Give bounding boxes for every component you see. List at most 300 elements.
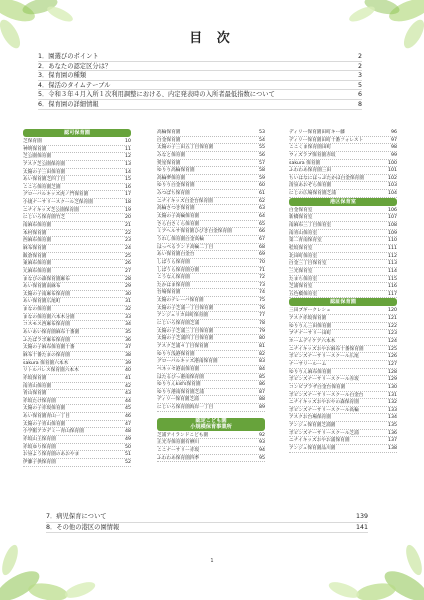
facility-entry[interactable] <box>23 237 131 245</box>
facility-entry[interactable] <box>289 283 397 291</box>
toc-entry-label: 5．令和３年４月入所１次利用調整における、内定発表時の入所者最低指数について <box>38 91 275 99</box>
facility-entry[interactable] <box>289 276 397 284</box>
facility-page: 50 <box>125 444 131 450</box>
toc-entry-label: 2．あなたの認定区分は？ <box>38 62 112 70</box>
facility-name: 赤坂山王保育園 <box>23 436 56 442</box>
facility-entry[interactable] <box>23 176 131 184</box>
facility-name: 小規ナーサリースクール芝保育園 <box>23 200 93 206</box>
facility-entry[interactable] <box>23 360 131 368</box>
facility-entry[interactable] <box>157 198 265 206</box>
toc-entry[interactable] <box>38 81 362 91</box>
facility-entry[interactable] <box>23 276 131 284</box>
facility-entry[interactable] <box>23 184 131 192</box>
toc-entry-page: 8 <box>357 100 362 108</box>
facility-name: たかはま保育園 <box>157 282 190 288</box>
facility-name: 太陽の子芝浦一丁目保育園 <box>157 305 214 311</box>
facility-name: にじいろ保育園竹芝 <box>23 215 66 221</box>
toc-entry[interactable] <box>46 512 368 523</box>
toc-top <box>38 52 362 110</box>
facility-entry[interactable] <box>157 439 265 447</box>
facility-entry[interactable] <box>157 432 265 440</box>
facility-name: 太陽の子芝浦四丁目保育園 <box>157 336 214 342</box>
facility-page: 39 <box>125 360 131 366</box>
facility-name: コンビプラザ白金台保育園 <box>289 384 346 390</box>
facility-page: 89 <box>259 405 265 411</box>
facility-entry[interactable] <box>23 260 131 268</box>
facility-entry[interactable] <box>23 321 131 329</box>
facility-entry[interactable] <box>23 169 131 177</box>
facility-entry[interactable] <box>23 298 131 306</box>
facility-entry[interactable] <box>289 369 397 377</box>
facility-entry[interactable] <box>289 315 397 323</box>
facility-entry[interactable] <box>23 291 131 299</box>
facility-entry[interactable] <box>157 274 265 282</box>
facility-entry[interactable] <box>289 422 397 430</box>
facility-name: ニチイキッズおやお浦保育園 <box>289 438 350 444</box>
facility-name: ウィズラブ保育園赤坂 <box>289 152 336 158</box>
facility-name: リトルパレス保育園六本木 <box>23 368 79 374</box>
facility-page: 138 <box>388 445 397 451</box>
facility-entry[interactable] <box>157 129 265 137</box>
facility-entry[interactable] <box>23 207 131 215</box>
facility-page: 64 <box>259 214 265 220</box>
facility-entry[interactable] <box>289 330 397 338</box>
facility-name: 白金保育園 <box>157 137 181 143</box>
facility-name: ふたばラボ麻布保育園 <box>23 337 70 343</box>
facility-page: 15 <box>125 177 131 183</box>
column-2 <box>157 129 265 462</box>
facility-entry[interactable] <box>289 307 397 315</box>
facility-name: 南青山保育園 <box>23 383 52 389</box>
toc-entry-page: 2 <box>357 53 362 60</box>
facility-entry[interactable] <box>23 375 131 383</box>
facility-page: 56 <box>259 152 265 158</box>
facility-entry[interactable] <box>23 367 131 375</box>
facility-entry[interactable] <box>23 428 131 436</box>
facility-entry[interactable] <box>289 190 397 198</box>
facility-entry[interactable] <box>157 455 265 463</box>
facility-name: アスク赤坂保育園 <box>289 316 327 322</box>
facility-entry[interactable] <box>23 398 131 406</box>
facility-page: 101 <box>388 168 397 174</box>
facility-entry[interactable] <box>23 413 131 421</box>
facility-name: みつばち保育園 <box>157 191 190 197</box>
facility-page: 35 <box>125 330 131 336</box>
facility-entry[interactable] <box>289 175 397 183</box>
facility-entry[interactable] <box>23 459 131 467</box>
facility-entry[interactable] <box>289 445 397 453</box>
facility-entry[interactable] <box>23 222 131 230</box>
facility-page: 30 <box>125 291 131 297</box>
facility-page: 130 <box>388 384 397 390</box>
facility-entry[interactable] <box>157 320 265 328</box>
facility-name: しばうら保育園分園 <box>157 267 200 273</box>
facility-page: 112 <box>388 253 397 259</box>
section-header-line-1: 認定こども園 <box>195 418 227 424</box>
facility-entry[interactable] <box>157 358 265 366</box>
facility-page: 85 <box>259 374 265 380</box>
facility-entry[interactable] <box>157 351 265 359</box>
facility-entry[interactable] <box>23 191 131 199</box>
facility-entry[interactable] <box>23 444 131 452</box>
facility-name: 元麻布保育園 <box>23 268 52 274</box>
facility-page: 31 <box>125 299 131 305</box>
facility-entry[interactable] <box>157 152 265 160</box>
toc-entry[interactable] <box>38 100 362 110</box>
facility-page: 43 <box>125 391 131 397</box>
facility-page: 24 <box>125 245 131 251</box>
facility-page: 110 <box>388 238 397 244</box>
facility-entry[interactable] <box>23 153 131 161</box>
facility-name: ゆりりん三田保育園 <box>289 323 332 329</box>
facility-name: しばうら保育園 <box>157 259 190 265</box>
toc-entry[interactable] <box>38 71 362 81</box>
facility-name: ゆりり浅港保育園 <box>157 351 195 357</box>
facility-name: 太陽の子三田保育園 <box>23 169 66 175</box>
facility-entry[interactable] <box>157 335 265 343</box>
facility-page: 41 <box>125 375 131 381</box>
facility-entry[interactable] <box>157 305 265 313</box>
facility-page: 22 <box>125 230 131 236</box>
facility-entry[interactable] <box>289 160 397 168</box>
facility-entry[interactable] <box>157 144 265 152</box>
facility-name: ゆりり白金保育園 <box>157 183 195 189</box>
facility-entry[interactable] <box>289 207 397 215</box>
facility-page: 134 <box>388 415 397 421</box>
facility-entry[interactable] <box>289 167 397 175</box>
facility-page: 97 <box>391 137 397 143</box>
facility-entry[interactable] <box>289 353 397 361</box>
facility-entry[interactable] <box>157 236 265 244</box>
facility-page: 78 <box>259 321 265 327</box>
facility-page: 28 <box>125 276 131 282</box>
facility-name: sakura 保育園六本木 <box>23 360 69 366</box>
facility-entry[interactable] <box>23 161 131 169</box>
facility-page: 42 <box>125 383 131 389</box>
facility-entry[interactable] <box>157 374 265 382</box>
facility-name: ちいはなにほっぷたかほ白金保育園 <box>289 175 365 181</box>
facility-name: 芝浦アイランドこども園 <box>157 432 209 438</box>
facility-entry[interactable] <box>23 214 131 222</box>
facility-name: ふわわあ保育園四季 <box>157 455 200 461</box>
facility-name: にじいろ保育園芝浦 <box>157 321 200 327</box>
facility-name: 桂坂保育室 <box>289 245 313 251</box>
facility-page: 57 <box>259 160 265 166</box>
facility-page: 76 <box>259 305 265 311</box>
facility-name: ニチイキッズおやお麻布十番保育園 <box>289 346 364 352</box>
facility-name: アスクお台場保育園 <box>289 415 332 421</box>
facility-page: 135 <box>388 423 397 429</box>
facility-page: 14 <box>125 169 131 175</box>
facility-entry[interactable] <box>289 182 397 190</box>
facility-name: 高輪さつき保育園 <box>157 206 195 212</box>
facility-page: 72 <box>259 275 265 281</box>
facility-name: ここくま保育園田町 <box>289 145 332 151</box>
facility-entry[interactable] <box>23 253 131 261</box>
facility-entry[interactable] <box>157 343 265 351</box>
facility-page: 102 <box>388 175 397 181</box>
facility-name: 麻布保育園 <box>23 245 47 251</box>
facility-page: 32 <box>125 307 131 313</box>
facility-entry[interactable] <box>23 314 131 322</box>
facility-entry[interactable] <box>289 407 397 415</box>
facility-page: 21 <box>125 223 131 229</box>
facility-entry[interactable] <box>289 237 397 245</box>
facility-page: 136 <box>388 430 397 436</box>
facility-entry[interactable] <box>157 396 265 404</box>
facility-page: 63 <box>259 206 265 212</box>
facility-name: ベネッセ港南保育園 <box>157 366 200 372</box>
facility-entry[interactable] <box>157 366 265 374</box>
facility-page: 126 <box>388 354 397 360</box>
facility-name: 太陽の子青山保育園 <box>23 421 66 427</box>
toc-entry-label: 7．病児保育について <box>46 513 107 520</box>
facility-name: 三光保育室 <box>289 268 313 274</box>
facility-page: 44 <box>125 398 131 404</box>
facility-page: 47 <box>125 421 131 427</box>
facility-entry[interactable] <box>157 244 265 252</box>
toc-entry[interactable] <box>38 52 362 62</box>
facility-name: ポピンズナーサリースクール白金台 <box>289 392 364 398</box>
toc-entry-page: 6 <box>357 91 362 99</box>
facility-entry[interactable] <box>23 405 131 413</box>
toc-entry[interactable] <box>38 90 362 100</box>
facility-entry[interactable] <box>289 392 397 400</box>
facility-entry[interactable] <box>157 175 265 183</box>
facility-entry[interactable] <box>289 144 397 152</box>
facility-name: ニチイキッズおやおやの森保育園 <box>289 400 359 406</box>
facility-entry[interactable] <box>289 399 397 407</box>
facility-entry[interactable] <box>157 228 265 236</box>
facility-entry[interactable] <box>157 137 265 145</box>
facility-entry[interactable] <box>289 430 397 438</box>
facility-name: 太陽の子高輪保育園 <box>157 214 200 220</box>
facility-entry[interactable] <box>289 214 397 222</box>
facility-entry[interactable] <box>157 259 265 267</box>
facility-name: アスク芝浦４丁目保育園 <box>157 343 209 349</box>
facility-entry[interactable] <box>289 268 397 276</box>
facility-entry[interactable] <box>157 190 265 198</box>
facility-entry[interactable] <box>157 251 265 259</box>
facility-entry[interactable] <box>157 447 265 455</box>
facility-page: 77 <box>259 313 265 319</box>
facility-name: ポピンズナーサリースクール赤坂 <box>289 377 359 383</box>
facility-name: ゆりりんkid's保育園 <box>157 382 201 388</box>
facility-entry[interactable] <box>23 337 131 345</box>
facility-name: ニチイキッズ芝公園保育園 <box>23 207 79 213</box>
facility-page: 108 <box>388 223 397 229</box>
facility-page: 68 <box>259 244 265 250</box>
facility-entry[interactable] <box>23 390 131 398</box>
facility-entry[interactable] <box>157 182 265 190</box>
section-header: 港区保育室 <box>289 198 397 206</box>
facility-entry[interactable] <box>23 352 131 360</box>
section-header: 認証保育園 <box>289 298 397 306</box>
facility-page: 10 <box>125 139 131 144</box>
facility-entry[interactable] <box>157 381 265 389</box>
facility-name: 神明保育園 <box>23 146 47 152</box>
facility-entry[interactable] <box>157 297 265 305</box>
facility-page: 23 <box>125 238 131 244</box>
facility-page: 98 <box>391 145 397 151</box>
facility-name: 赤坂ゆり保育園 <box>23 444 56 450</box>
facility-entry[interactable] <box>157 289 265 297</box>
facility-page: 104 <box>388 191 397 197</box>
facility-page: 131 <box>388 392 397 398</box>
facility-entry[interactable] <box>23 199 131 207</box>
facility-entry[interactable] <box>23 421 131 429</box>
facility-entry[interactable] <box>23 306 131 314</box>
facility-page: 67 <box>259 236 265 242</box>
toc-entry[interactable] <box>46 523 368 534</box>
facility-entry[interactable] <box>289 361 397 369</box>
facility-name: たまち保育室 <box>289 276 318 282</box>
facility-entry[interactable] <box>289 245 397 253</box>
facility-page: 61 <box>259 191 265 197</box>
facility-entry[interactable] <box>289 230 397 238</box>
facility-name: 清泉あおぞら保育園 <box>289 183 332 189</box>
facility-name: 五色橋保育室 <box>289 291 318 297</box>
facility-page: 53 <box>259 130 265 135</box>
toc-entry-label: 8．その他の港区の園情報 <box>46 523 120 531</box>
facility-entry[interactable] <box>157 213 265 221</box>
facility-name: あい保育園白金台 <box>157 252 195 258</box>
facility-name: あいあい保育園麻布十番園 <box>23 330 80 336</box>
facility-name: まなびの森保育園麻布 <box>23 276 70 282</box>
facility-name: ディリー保育園田町キー藤 <box>289 130 345 135</box>
facility-entry[interactable] <box>157 267 265 275</box>
facility-entry[interactable] <box>289 414 397 422</box>
facility-name: ミアヘルサ保育園ひびき白金保育園 <box>157 229 232 235</box>
facility-name: 赤坂たけ保育園 <box>23 398 56 404</box>
facility-entry[interactable] <box>157 221 265 229</box>
facility-name: アンジュ保育園品川園 <box>289 445 336 451</box>
facility-entry[interactable] <box>23 146 131 154</box>
facility-entry[interactable] <box>289 152 397 160</box>
facility-entry[interactable] <box>23 436 131 444</box>
facility-page: 38 <box>125 352 131 358</box>
facility-name: 南青山保育室 <box>289 230 318 236</box>
facility-page: 93 <box>259 440 265 446</box>
facility-page: 65 <box>259 221 265 227</box>
facility-page: 128 <box>388 369 397 375</box>
facility-entry[interactable] <box>289 346 397 354</box>
facility-entry[interactable] <box>289 291 397 299</box>
facility-entry[interactable] <box>289 384 397 392</box>
facility-name: にじいろ保育園海岸一丁目 <box>157 405 214 411</box>
facility-page: 127 <box>388 361 397 367</box>
facility-entry[interactable] <box>289 222 397 230</box>
facility-name: 麻布十番たまの保育園 <box>23 352 70 358</box>
facility-entry[interactable] <box>23 283 131 291</box>
facility-page: 103 <box>388 183 397 189</box>
facility-entry[interactable] <box>289 129 397 137</box>
toc-entry-page: 141 <box>355 523 368 531</box>
facility-page: 62 <box>259 198 265 204</box>
facility-entry[interactable] <box>289 376 397 384</box>
facility-page: 107 <box>388 215 397 221</box>
facility-page: 92 <box>259 432 265 438</box>
facility-page: 51 <box>125 452 131 458</box>
facility-entry[interactable] <box>23 245 131 253</box>
facility-name: あい保育園南麻布 <box>23 284 61 290</box>
facility-name: 芝保育園 <box>23 139 42 144</box>
facility-entry[interactable] <box>157 205 265 213</box>
facility-entry[interactable] <box>157 312 265 320</box>
facility-name: こうなん保育園 <box>157 275 190 281</box>
facility-entry[interactable] <box>157 328 265 336</box>
facility-entry[interactable] <box>23 268 131 276</box>
facility-name: 愛星保育園 <box>157 160 181 166</box>
facility-entry[interactable] <box>23 329 131 337</box>
facility-entry[interactable] <box>23 138 131 146</box>
facility-page: 122 <box>388 323 397 329</box>
facility-name: まなの保育園 <box>23 307 52 313</box>
facility-page: 36 <box>125 337 131 343</box>
facility-name: 小学館アカデミー青山保育園 <box>23 429 84 435</box>
facility-entry[interactable] <box>157 389 265 397</box>
facility-name: アンジュ保育園芝浦園 <box>289 423 336 429</box>
toc-entry-label: 4．保活のタイムテーブル <box>38 81 111 89</box>
facility-name: あい保育園青山一丁目 <box>23 414 70 420</box>
facility-entry[interactable] <box>23 451 131 459</box>
facility-name: みなと保育園 <box>157 152 186 158</box>
facility-name: ゆりり高輪保育園 <box>157 168 195 174</box>
facility-name: 高輪夢保育園 <box>157 175 186 181</box>
facility-entry[interactable] <box>23 230 131 238</box>
facility-entry[interactable] <box>289 437 397 445</box>
facility-entry[interactable] <box>23 344 131 352</box>
facility-entry[interactable] <box>289 338 397 346</box>
facility-name: ふわわあ保育園三田 <box>289 168 332 174</box>
facility-page: 133 <box>388 407 397 413</box>
toc-entry[interactable] <box>38 62 362 72</box>
facility-page: 60 <box>259 183 265 189</box>
facility-entry[interactable] <box>289 260 397 268</box>
facility-page: 12 <box>125 154 131 160</box>
facility-name: 三田ブギークレシュ <box>289 308 331 314</box>
page-title: 目 次 <box>189 31 235 46</box>
facility-entry[interactable] <box>157 404 265 412</box>
facility-name: 北田町保育室 <box>289 253 318 259</box>
facility-page: 100 <box>388 160 397 166</box>
facility-name: 南麻布三丁目保育室 <box>289 223 332 229</box>
toc-entry-page: 2 <box>357 62 362 70</box>
facility-page: 17 <box>125 192 131 198</box>
facility-name: まなの保育園六本木分園 <box>23 314 75 320</box>
facility-name: 太陽の子赤坂保育園 <box>23 406 66 412</box>
facility-page: 29 <box>125 284 131 290</box>
facility-name: 本村保育園 <box>23 230 47 236</box>
facility-entry[interactable] <box>289 253 397 261</box>
facility-page: 117 <box>388 291 397 297</box>
facility-name: ニチイキッズ白金台保育園 <box>157 198 213 204</box>
facility-entry[interactable] <box>157 167 265 175</box>
facility-name: 伊藤子供保育園 <box>23 459 56 465</box>
facility-page: 18 <box>125 200 131 206</box>
facility-name: 新橋保育室 <box>289 215 313 221</box>
facility-entry[interactable] <box>289 323 397 331</box>
facility-name: 太陽のテレーバ保育園 <box>157 298 204 304</box>
facility-name: ディリー保育園田町十番フォレスト <box>289 137 364 143</box>
facility-page: 124 <box>388 339 397 345</box>
facility-entry[interactable] <box>23 383 131 391</box>
facility-page: 87 <box>259 389 265 395</box>
facility-page: 83 <box>259 359 265 365</box>
facility-entry[interactable] <box>289 137 397 145</box>
facility-entry[interactable] <box>157 282 265 290</box>
facility-entry[interactable] <box>157 160 265 168</box>
